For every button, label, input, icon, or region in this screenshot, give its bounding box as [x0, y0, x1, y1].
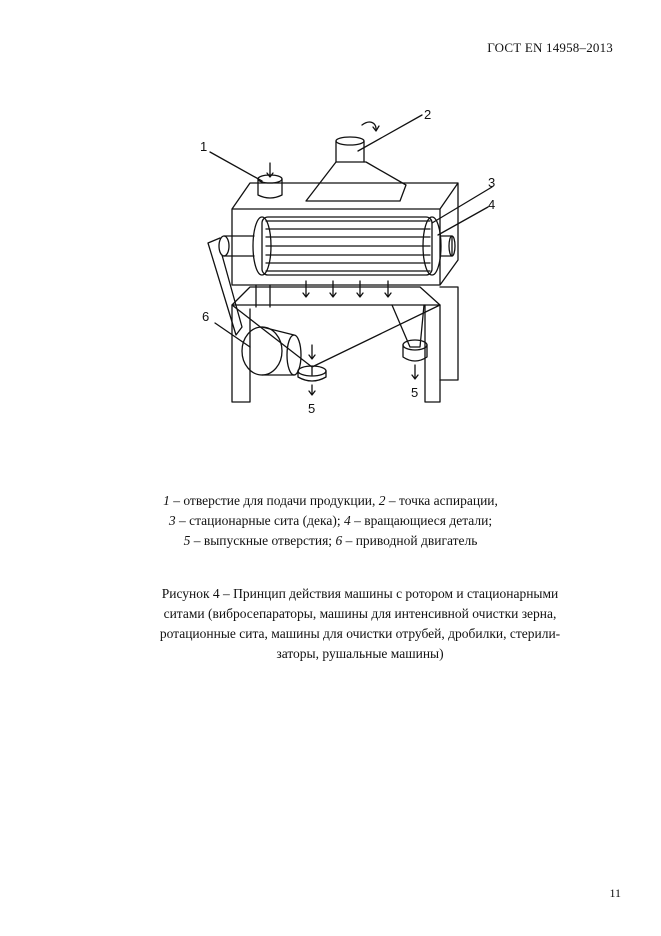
legend-line: 3 – стационарные сита (дека); 4 – вращающиеся детали;: [168, 513, 493, 528]
aspiration-hood: [306, 162, 406, 201]
drive-motor: [242, 327, 282, 375]
leg-front-left: [232, 305, 250, 402]
shaft-end-left: [219, 236, 229, 256]
sieve-bars: [266, 221, 430, 271]
legend-line: 1 – отверстие для подачи продукции, 2 – точка аспирации,: [163, 493, 498, 508]
aspiration-pipe-top: [336, 137, 364, 145]
callout-2: 2: [424, 107, 432, 122]
flow-arrows: [303, 281, 391, 297]
figure-caption: [120, 584, 600, 664]
drive-belt: [208, 238, 242, 335]
outlet-side: [403, 340, 427, 350]
caption-line: ротационные сита, машины для очистки отрубей, дробилки, стерили-: [159, 626, 561, 641]
motor-end: [287, 335, 301, 375]
standard-designation: ГОСТ EN 14958–2013: [487, 40, 613, 55]
figure-legend: [0, 491, 661, 551]
callout-3: 3: [488, 175, 496, 190]
machine-diagram: [170, 95, 496, 425]
callout-6: 6: [202, 309, 210, 324]
caption-line: Рисунок 4 – Принцип действия машины с ротором и стационарными: [161, 586, 559, 601]
leg-back-right: [440, 287, 458, 380]
caption-line: заторы, рушальные машины): [276, 646, 444, 661]
hopper: [232, 287, 440, 375]
legend-line: 5 – выпускные отверстия; 6 – приводной двигатель: [183, 533, 478, 548]
page-header: [487, 40, 613, 56]
inlet-arrow: [267, 163, 273, 177]
leg-back-left: [256, 285, 270, 307]
callout-5-center: 5: [308, 401, 316, 416]
callout-4: 4: [488, 197, 496, 212]
machine-figure: [170, 95, 496, 425]
leader-lines: [210, 115, 492, 347]
callout-5-side: 5: [411, 385, 419, 400]
callout-1: 1: [200, 139, 208, 154]
page-number: 11: [609, 886, 621, 900]
caption-line: ситами (вибросепараторы, машины для интенсивной очистки зерна,: [163, 606, 557, 621]
